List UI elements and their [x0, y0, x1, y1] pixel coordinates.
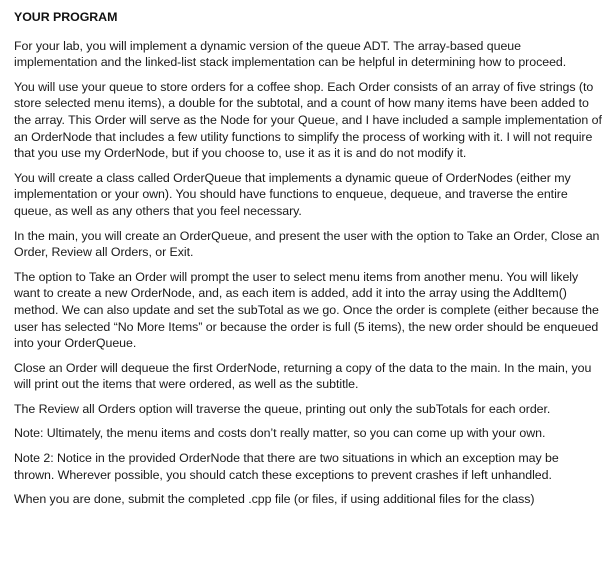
paragraph-submission: When you are done, submit the completed .cpp file (or files, if using additional files for the class)	[14, 492, 535, 507]
document	[14, 9, 602, 516]
paragraph-close-order: Close an Order will dequeue the first OrderNode, returning a copy of the data to the main. In the main, you will print out the items that were ordered, as well as the subtitle.	[14, 360, 592, 392]
paragraph-note-1: Note: Ultimately, the menu items and costs don’t really matter, so you can come up with your own.	[14, 426, 546, 441]
paragraph-take-order: The option to Take an Order will prompt the user to select menu items from another menu. You will likely want to create a new OrderNode, and, as each item is added, add it into the array using the AddItem() method. We can also update and set the subTotal as we go. Once the order is complete (either because the user has selected “No More Items” or because the order is full (5 items), the new order should be enqueued into your OrderQueue.	[14, 269, 599, 351]
paragraph-intro: For your lab, you will implement a dynamic version of the queue ADT. The array-based queue implementation and the linked-list stack implementation can be helpful in determining how to proceed.	[14, 38, 567, 70]
paragraph-order-queue: You will create a class called OrderQueue that implements a dynamic queue of OrderNodes (either my implementation or your own). You should have functions to enqueue, dequeue, and traverse the entire queue, as well as any others that you feel necessary.	[14, 170, 571, 218]
paragraph-review-orders: The Review all Orders option will traverse the queue, printing out only the subTotals for each order.	[14, 401, 551, 416]
section-heading: YOUR PROGRAM	[14, 10, 118, 24]
paragraph-main-menu: In the main, you will create an OrderQueue, and present the user with the option to Take an Order, Close an Order, Review all Orders, or Exit.	[14, 228, 600, 260]
paragraph-order-description: You will use your queue to store orders for a coffee shop. Each Order consists of an array of five strings (to store selected menu items), a double for the subtotal, and a count of how many items have been added to the array. This Order will serve as the Node for your Queue, and I have included a sample implementation of an OrderNode that includes a few utility functions to simplify the process of working with it. I will not require that you use my OrderNode, but if you choose to, use it as it is and do not modify it.	[14, 79, 602, 161]
paragraph-note-2: Note 2: Notice in the provided OrderNode that there are two situations in which an exception may be thrown. Wherever possible, you should catch these exceptions to prevent crashes if left unhandled.	[14, 451, 559, 482]
